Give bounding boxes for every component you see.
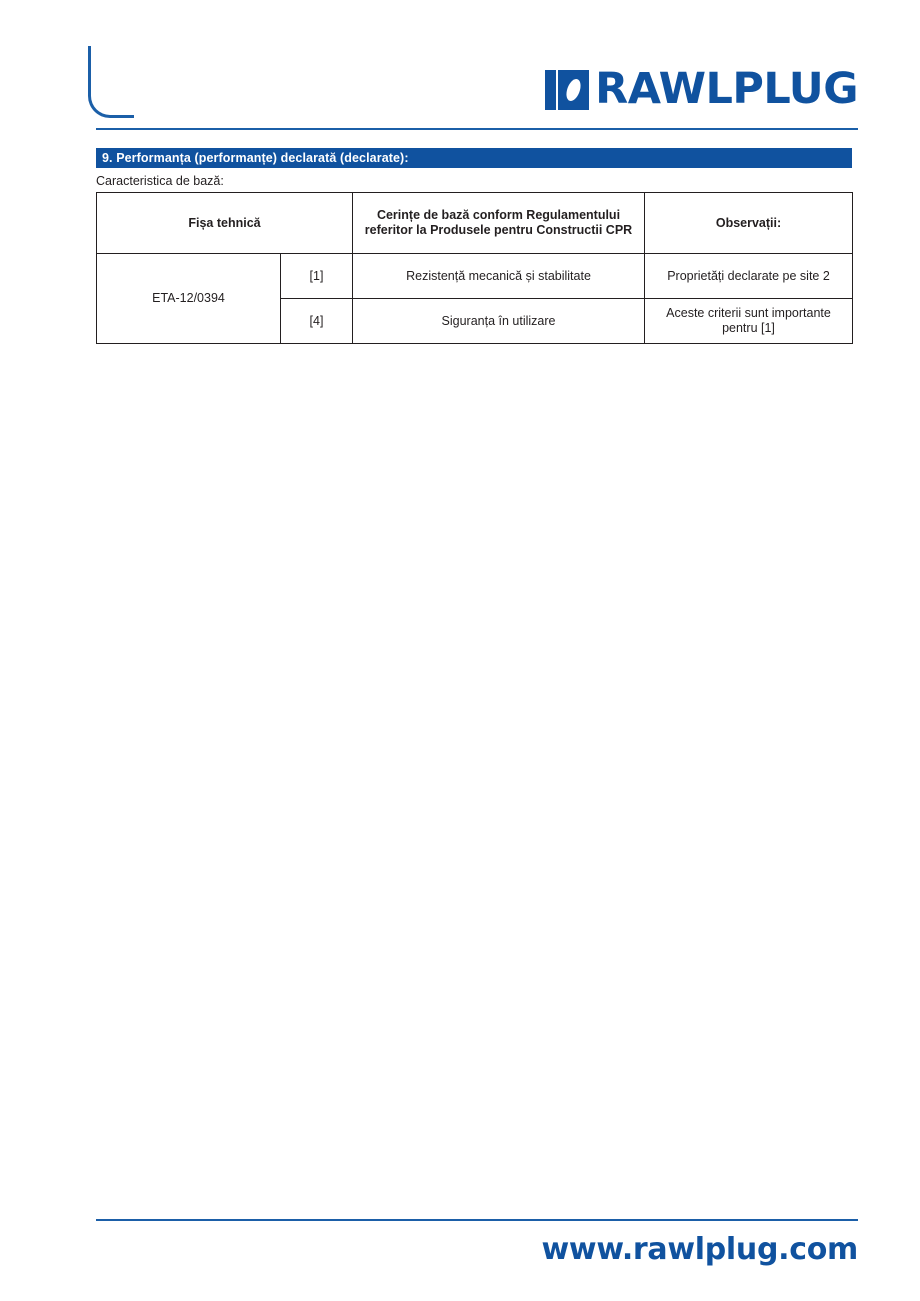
table-header-row: [97, 193, 853, 254]
corner-bracket-decoration: [88, 46, 134, 118]
table-caption: Caracteristica de bază:: [96, 174, 224, 188]
header-cell-remarks: Observații:: [645, 193, 853, 254]
cell-remark-2: Aceste criterii sunt importante pentru [1]: [645, 299, 853, 344]
header-cell-requirements: Cerințe de bază conform Regulamentului referitor la Produsele pentru Constructii CPR: [353, 193, 645, 254]
cell-requirement-2: Siguranța în utilizare: [353, 299, 645, 344]
cell-remark-1: Proprietăți declarate pe site 2: [645, 254, 853, 299]
cell-ref-2: [4]: [281, 299, 353, 344]
header-cell-technical-sheet: Fișa tehnică: [97, 193, 353, 254]
rawlplug-logo-mark: [545, 70, 589, 110]
page-header: [0, 0, 920, 140]
cell-eta-number: ETA-12/0394: [97, 254, 281, 344]
footer-divider: [96, 1219, 858, 1221]
performance-table: [96, 192, 853, 344]
logo-wordmark: RAWLPLUG: [595, 64, 858, 114]
table-row: [97, 254, 853, 299]
section-title-bar: 9. Performanța (performanțe) declarată (declarate):: [96, 148, 852, 168]
footer-website-url: www.rawlplug.com: [541, 1232, 858, 1267]
cell-ref-1: [1]: [281, 254, 353, 299]
cell-requirement-1: Rezistență mecanică și stabilitate: [353, 254, 645, 299]
rawlplug-logo: [545, 64, 858, 114]
header-divider: [96, 128, 858, 130]
